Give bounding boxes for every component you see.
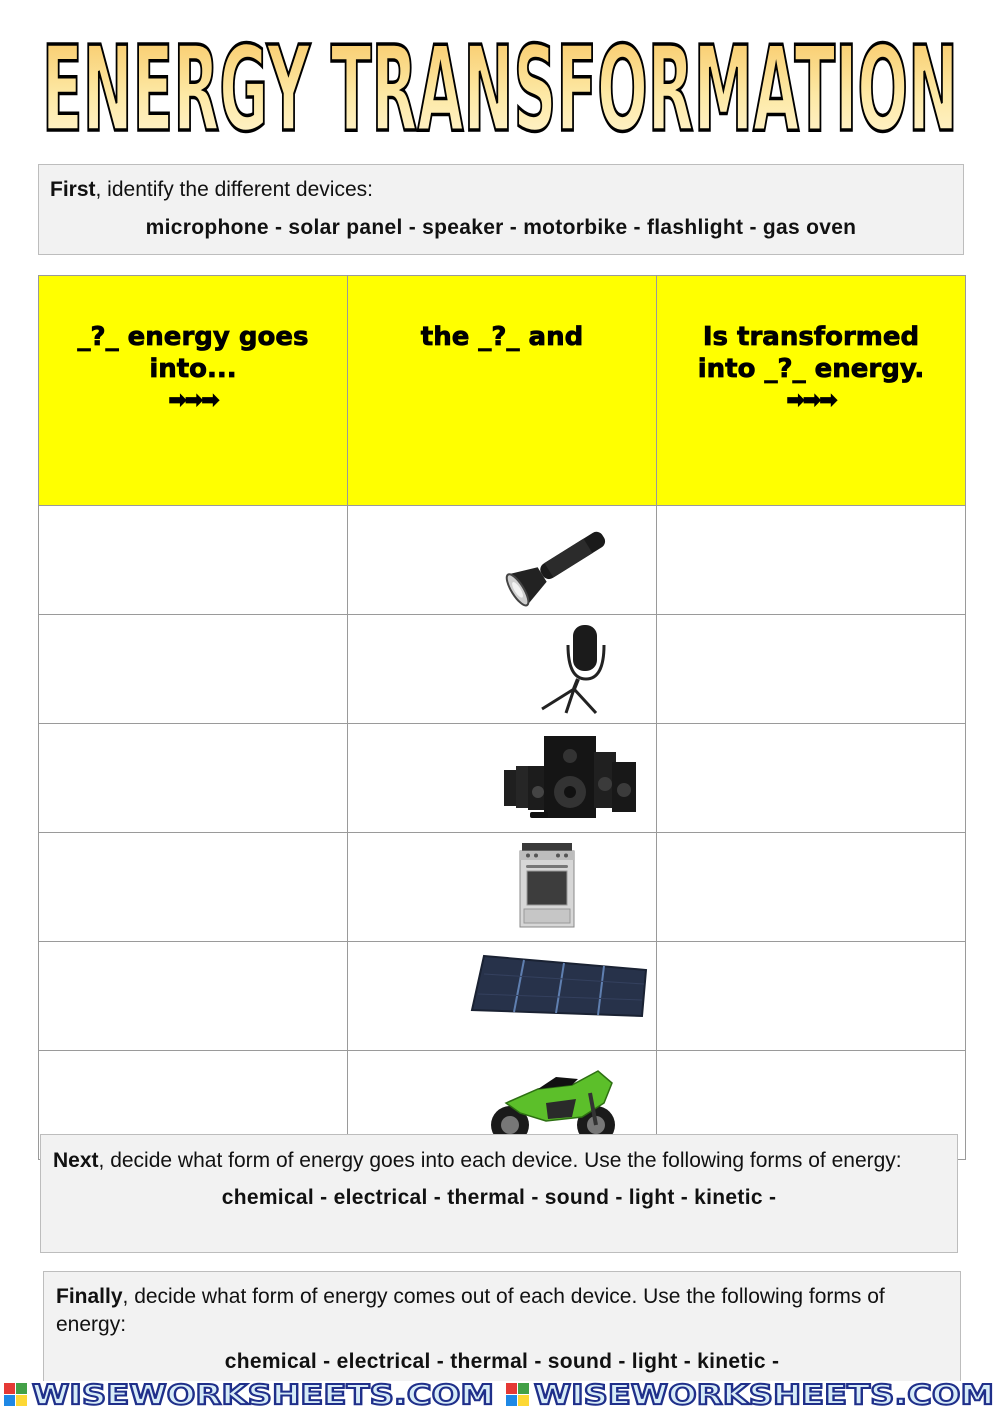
speaker-icon: [502, 736, 642, 824]
first-label: First: [50, 178, 96, 201]
device-cell: [348, 615, 657, 724]
input-energy-cell[interactable]: [39, 506, 348, 615]
output-energy-cell[interactable]: [657, 724, 966, 833]
table-row: [39, 942, 966, 1051]
next-label: Next: [53, 1149, 99, 1172]
svg-text:WISEWORKSHEETS.COM: WISEWORKSHEETS.COM: [32, 1378, 494, 1411]
arrows-icon: ➡➡➡: [168, 388, 218, 413]
logo-icon: [4, 1383, 27, 1406]
output-energy-cell[interactable]: [657, 833, 966, 942]
svg-text:ENERGY TRANSFORMATION: ENERGY TRANSFORMATION: [42, 22, 958, 157]
page-title: [38, 22, 962, 157]
output-energy-cell[interactable]: [657, 506, 966, 615]
energy-forms-list: chemical - electrical - thermal - sound - light - kinetic -: [224, 1350, 780, 1373]
table-row: [39, 506, 966, 615]
finally-label: Finally: [56, 1285, 123, 1308]
gas-oven-icon: [518, 843, 576, 929]
svg-text:WISEWORKSHEETS.COM: WISEWORKSHEETS.COM: [534, 1378, 994, 1411]
header-output-energy: Is transformed into _?_ energy. ➡➡➡: [657, 276, 966, 506]
input-energy-cell[interactable]: [39, 615, 348, 724]
header-device: the _?_ and: [348, 276, 657, 506]
logo-icon: [506, 1383, 529, 1406]
device-cell: [348, 942, 657, 1051]
device-list: microphone - solar panel - speaker - motorbike - flashlight - gas oven: [145, 216, 857, 239]
flashlight-icon: [503, 518, 613, 610]
microphone-icon: [536, 623, 621, 715]
input-energy-cell[interactable]: [39, 942, 348, 1051]
finally-text: , decide what form of energy comes out of each device. Use the following forms of energy:: [56, 1285, 885, 1336]
device-cell: [348, 506, 657, 615]
input-energy-cell[interactable]: [39, 833, 348, 942]
instructions-next: [40, 1134, 958, 1253]
first-text: , identify the different devices:: [95, 178, 373, 201]
device-cell: [348, 724, 657, 833]
energy-table: [38, 275, 966, 1160]
table-row: [39, 724, 966, 833]
watermark-footer: [0, 1377, 1000, 1411]
table-row: [39, 833, 966, 942]
solar-panel-icon: [470, 954, 648, 1018]
table-row: [39, 615, 966, 724]
instructions-finally: [43, 1271, 961, 1381]
arrows-icon: ➡➡➡: [786, 388, 836, 413]
energy-forms-list: chemical - electrical - thermal - sound - light - kinetic -: [221, 1186, 777, 1209]
header-input-energy: _?_ energy goes into... ➡➡➡: [39, 276, 348, 506]
device-cell: [348, 833, 657, 942]
output-energy-cell[interactable]: [657, 942, 966, 1051]
table-header-row: [39, 276, 966, 506]
next-text: , decide what form of energy goes into each device. Use the following forms of energy:: [98, 1149, 902, 1172]
output-energy-cell[interactable]: [657, 615, 966, 724]
instructions-first: [38, 164, 964, 255]
input-energy-cell[interactable]: [39, 724, 348, 833]
